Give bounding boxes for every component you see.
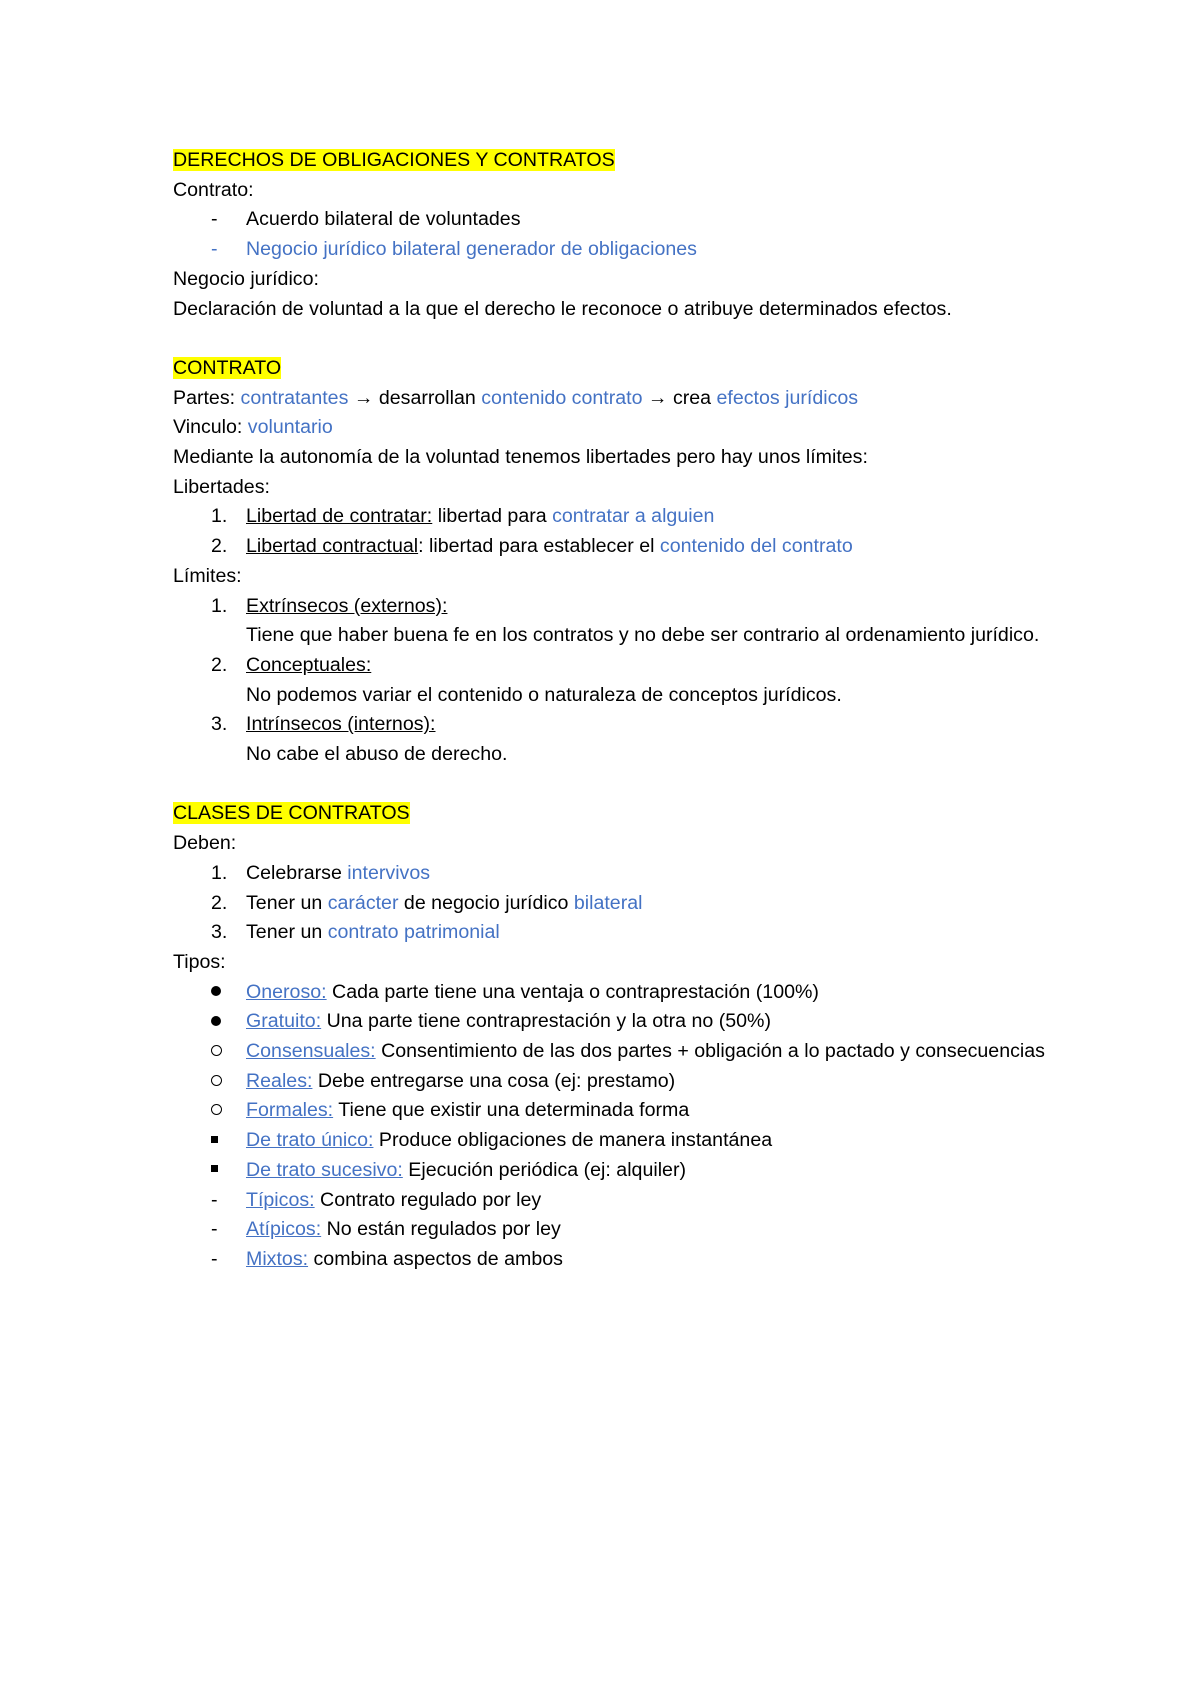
list-item (173, 1067, 1045, 1097)
dash-bullet: - (211, 208, 218, 231)
list-item: 1. Extrínsecos (externos): Tiene que haber buena fe en los contratos y no debe ser contrario al ordenamiento jurídico. (211, 594, 1040, 647)
tipo-term: Reales: (246, 1069, 313, 1092)
tipo-description: No están regulados por ley (321, 1218, 561, 1241)
bullet-square-icon (211, 1126, 218, 1156)
tipo-term: Mixtos: (246, 1247, 309, 1270)
document-title: DERECHOS DE OBLIGACIONES Y CONTRATOS (173, 149, 615, 171)
list-item: 3. Tener un contrato patrimonial (211, 921, 500, 944)
tipo-description: Cada parte tiene una ventaja o contraprestación (100%) (326, 980, 819, 1003)
tipo-term: Consensuales: (246, 1040, 376, 1063)
tipo-description: Una parte tiene contraprestación y la otra no (50%) (321, 1010, 771, 1033)
section-heading-clases: CLASES DE CONTRATOS (173, 802, 410, 825)
bullet-disc-icon (211, 978, 221, 1008)
list-item (173, 1245, 1045, 1275)
dash-bullet: - (211, 1247, 218, 1270)
limites-label: Límites: (173, 564, 242, 587)
list-item: 1. Celebrarse intervivos (211, 861, 431, 884)
list-item (173, 1215, 1045, 1245)
list-item: - Negocio jurídico bilateral generador de obligaciones (173, 235, 1045, 265)
vinculo-line: Vinculo: voluntario (173, 416, 333, 439)
bullet-disc-icon (211, 1007, 221, 1037)
arrow-right-icon: → (642, 386, 673, 409)
negocio-definition: Declaración de voluntad a la que el derecho le reconoce o atribuye determinados efectos. (173, 297, 952, 320)
bullet-circle-icon (211, 1037, 222, 1067)
bullet-circle-icon (211, 1096, 222, 1126)
tipo-term: De trato único: (246, 1129, 374, 1152)
tipo-description: Produce obligaciones de manera instantánea (373, 1129, 773, 1152)
tipo-term: Formales: (246, 1099, 334, 1122)
arrow-right-icon: → (348, 386, 379, 409)
tipos-list (173, 978, 1045, 1275)
tipos-label: Tipos: (173, 950, 226, 973)
tipo-term: Oneroso: (246, 980, 327, 1003)
dash-bullet: - (211, 1218, 218, 1241)
tipo-description: Tiene que existir una determinada forma (333, 1099, 690, 1122)
list-item (173, 1156, 1045, 1186)
tipo-description: Contrato regulado por ley (314, 1188, 542, 1211)
list-item: 2. Conceptuales: No podemos variar el contenido o naturaleza de conceptos jurídicos. (211, 653, 842, 706)
bullet-circle-icon (211, 1067, 222, 1097)
tipo-description: Consentimiento de las dos partes + obligación a lo pactado y consecuencias (375, 1040, 1045, 1063)
contrato-label: Contrato: (173, 178, 254, 201)
list-item: - Acuerdo bilateral de voluntades (173, 205, 1045, 235)
list-item (173, 978, 1045, 1008)
deben-label: Deben: (173, 832, 237, 855)
negocio-label: Negocio jurídico: (173, 267, 319, 290)
list-item: 3. Intrínsecos (internos): No cabe el abuso de derecho. (211, 713, 508, 766)
list-item: 1. Libertad de contratar: libertad para contratar a alguien (211, 505, 715, 528)
bullet-square-icon (211, 1156, 218, 1186)
list-item (173, 1126, 1045, 1156)
tipo-term: Atípicos: (246, 1218, 322, 1241)
list-item (173, 1037, 1045, 1067)
list-item (173, 1186, 1045, 1216)
section-heading-contrato: CONTRATO (173, 356, 282, 379)
list-item: 2. Tener un carácter de negocio jurídico bilateral (211, 891, 643, 914)
list-item (173, 1096, 1045, 1126)
dash-bullet: - (211, 1188, 218, 1211)
tipo-description: Ejecución periódica (ej: alquiler) (402, 1158, 686, 1181)
list-item (173, 1007, 1045, 1037)
libertades-label: Libertades: (173, 475, 270, 498)
mediante-line: Mediante la autonomía de la voluntad tenemos libertades pero hay unos límites: (173, 446, 868, 469)
dash-bullet: - (211, 238, 218, 261)
tipo-description: combina aspectos de ambos (308, 1247, 563, 1270)
partes-line: Partes: contratantes → desarrollan contenido contrato → crea efectos jurídicos (173, 386, 859, 409)
tipo-term: Típicos: (246, 1188, 315, 1211)
list-item: 2. Libertad contractual: libertad para establecer el contenido del contrato (211, 535, 853, 558)
tipo-description: Debe entregarse una cosa (ej: prestamo) (312, 1069, 676, 1092)
tipo-term: De trato sucesivo: (246, 1158, 403, 1181)
tipo-term: Gratuito: (246, 1010, 322, 1033)
